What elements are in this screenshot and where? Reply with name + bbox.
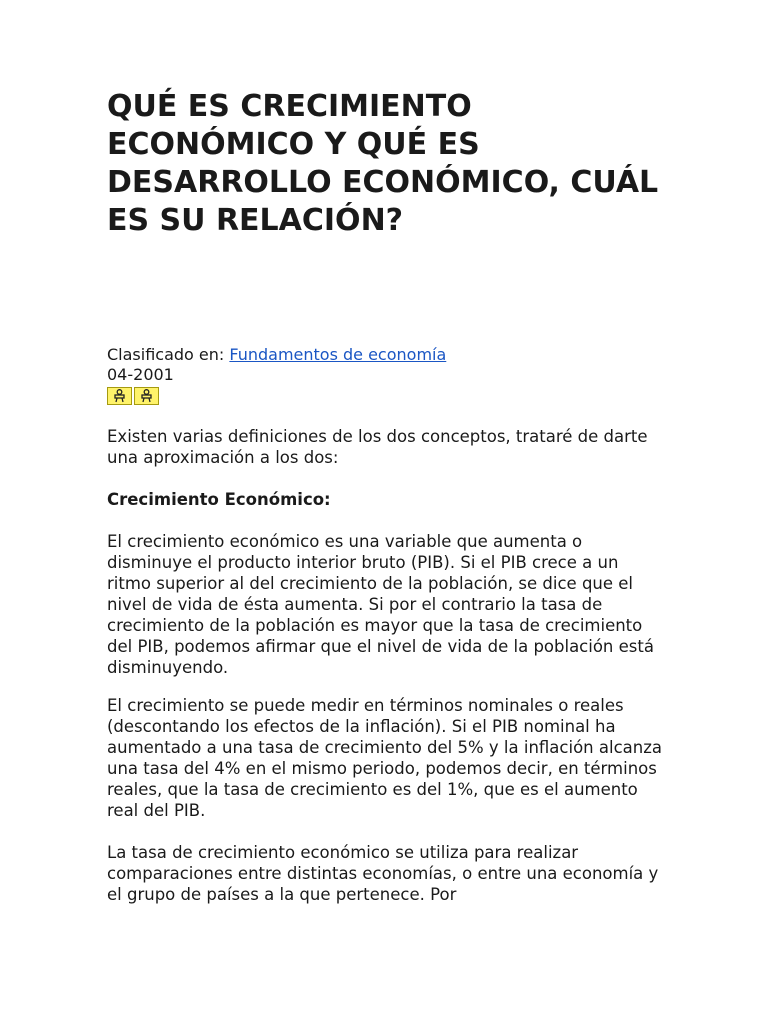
category-link[interactable]: Fundamentos de economía — [229, 345, 447, 364]
rating — [107, 387, 667, 407]
article — [107, 88, 667, 905]
classification-line — [107, 345, 667, 365]
classified-label: Clasificado en: — [107, 345, 230, 364]
user-pair-icon — [107, 387, 132, 405]
section-heading: Crecimiento Económico: — [107, 490, 331, 509]
page-title: QUÉ ES CRECIMIENTO ECONÓMICO Y QUÉ ES DESARROLLO ECONÓMICO, CUÁL ES SU RELACIÓN? — [107, 89, 659, 238]
publication-date: 04-2001 — [107, 365, 174, 384]
intro-paragraph: Existen varias definiciones de los dos conceptos, trataré de darte una aproximación a los dos: — [107, 427, 648, 467]
article-meta — [107, 345, 667, 407]
body-paragraph: El crecimiento se puede medir en términos nominales o reales (descontando los efectos de la inflación). Si el PIB nominal ha aumentado a una tasa de crecimiento del 5% y la inflación alcanza una tasa del 4% en el mismo periodo, podemos decir, en términos reales, que la tasa de crecimiento es del 1%, que es el aumento real del PIB. — [107, 696, 662, 820]
body-paragraph: El crecimiento económico es una variable que aumenta o disminuye el producto interior bruto (PIB). Si el PIB crece a un ritmo superior al del crecimiento de la población, se dice que el nivel de vida de ésta aumenta. Si por el contrario la tasa de crecimiento de la población es mayor que la tasa de crecimiento del PIB, podemos afirmar que el nivel de vida de la población está disminuyendo. — [107, 532, 654, 677]
body-paragraph: La tasa de crecimiento económico se utiliza para realizar comparaciones entre distintas economías, o entre una economía y el grupo de países a la que pertenece. Por — [107, 843, 659, 904]
user-pair-icon — [134, 387, 159, 405]
